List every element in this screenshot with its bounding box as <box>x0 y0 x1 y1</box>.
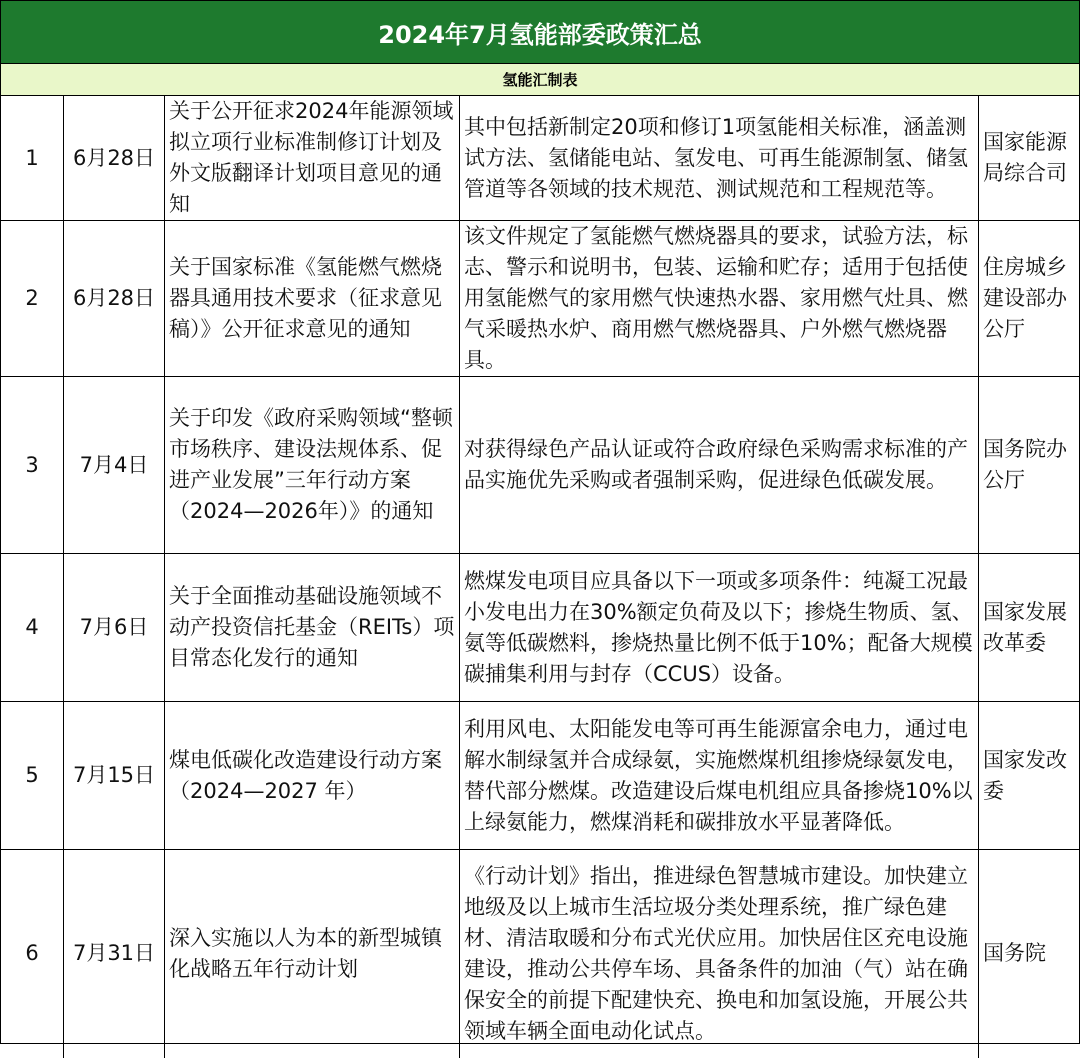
policy-content: 该文件规定了氢能燃气燃烧器具的要求，试验方法，标志、警示和说明书，包装、运输和贮存；适用于包括使用氢能燃气的家用燃气快速热水器、家用燃气灶具、燃气采暖热水炉、商用燃气燃烧器具、户外燃气燃烧器具。 <box>460 221 979 377</box>
table-row <box>1 702 1079 850</box>
table-row <box>1 377 1079 554</box>
table-row <box>1 850 1079 1058</box>
issuing-department: 国家能源局综合司 <box>979 96 1080 221</box>
policy-title: 关于公开征求2024年能源领域拟立项行业标准制修订计划及外文版翻译计划项目意见的通知 <box>165 96 460 221</box>
policy-content: 燃煤发电项目应具备以下一项或多项条件：纯凝工况最小发电出力在30%额定负荷及以下；掺烧生物质、氢、氨等低碳燃料，掺烧热量比例不低于10%；配备大规模碳捕集利用与封存（CCUS）设备。 <box>460 554 979 702</box>
row-date: 6月28日 <box>64 96 165 221</box>
row-number: 5 <box>1 702 64 850</box>
policy-title: 关于印发《政府采购领域“整顿市场秩序、建设法规体系、促进产业发展”三年行动方案（2024—2026年）》的通知 <box>165 377 460 554</box>
policy-title: 深入实施以人为本的新型城镇化战略五年行动计划 <box>165 850 460 1058</box>
row-date: 7月6日 <box>64 554 165 702</box>
table-row <box>1 221 1079 377</box>
policy-title: 关于国家标准《氢能燃气燃烧器具通用技术要求（征求意见稿）》公开征求意见的通知 <box>165 221 460 377</box>
row-number: 3 <box>1 377 64 554</box>
row-number: 6 <box>1 850 64 1058</box>
row-number: 1 <box>1 96 64 221</box>
row-number: 4 <box>1 554 64 702</box>
table-subtitle: 氢能汇制表 <box>1 64 1079 96</box>
row-date: 7月15日 <box>64 702 165 850</box>
policy-title: 煤电低碳化改造建设行动方案（2024—2027 年） <box>165 702 460 850</box>
policy-content: 对获得绿色产品认证或符合政府绿色采购需求标准的产品实施优先采购或者强制采购，促进绿色低碳发展。 <box>460 377 979 554</box>
issuing-department: 国务院 <box>979 850 1080 1058</box>
row-date: 7月4日 <box>64 377 165 554</box>
issuing-department: 国家发展改革委 <box>979 554 1080 702</box>
policy-content: 利用风电、太阳能发电等可再生能源富余电力，通过电解水制绿氢并合成绿氨，实施燃煤机组掺烧绿氨发电，替代部分燃煤。改造建设后煤电机组应具备掺烧10%以上绿氨能力，燃煤消耗和碳排放水平显著降低。 <box>460 702 979 850</box>
policy-content: 《行动计划》指出，推进绿色智慧城市建设。加快建立地级及以上城市生活垃圾分类处理系统，推广绿色建材、清洁取暖和分布式光伏应用。加快居住区充电设施建设，推动公共停车场、具备条件的加油（气）站在确保安全的前提下配建快充、换电和加氢设施，开展公共领域车辆全面电动化试点。 <box>460 850 979 1058</box>
policy-table <box>1 96 1079 1058</box>
policy-content: 其中包括新制定20项和修订1项氢能相关标准，涵盖测试方法、氢储能电站、氢发电、可再生能源制氢、储氢管道等各领域的技术规范、测试规范和工程规范等。 <box>460 96 979 221</box>
row-number: 2 <box>1 221 64 377</box>
issuing-department: 国务院办公厅 <box>979 377 1080 554</box>
issuing-department: 国家发改委 <box>979 702 1080 850</box>
policy-title: 关于全面推动基础设施领域不动产投资信托基金（REITs）项目常态化发行的通知 <box>165 554 460 702</box>
row-date: 7月31日 <box>64 850 165 1058</box>
page-title: 2024年7月氢能部委政策汇总 <box>1 1 1079 64</box>
table-row <box>1 96 1079 221</box>
table-row <box>1 554 1079 702</box>
issuing-department: 住房城乡建设部办公厅 <box>979 221 1080 377</box>
row-date: 6月28日 <box>64 221 165 377</box>
